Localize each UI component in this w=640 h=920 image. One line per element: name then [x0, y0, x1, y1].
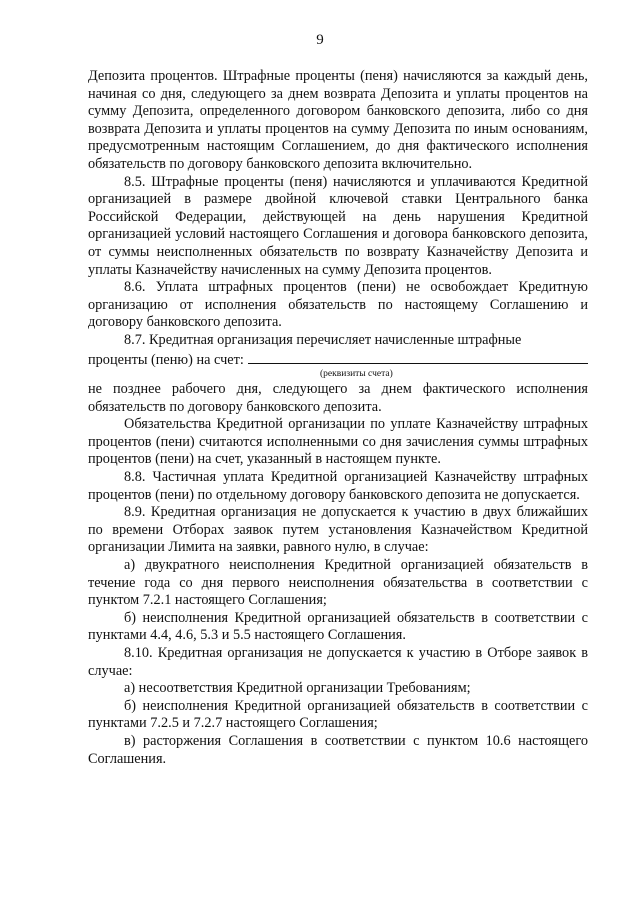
account-label: проценты (пеню) на счет:: [88, 351, 244, 368]
paragraph-continuation: Депозита процентов. Штрафные проценты (пеня) начисляются за каждый день, начиная со дня, следующего за днем возврата Депозита и уплаты процентов на сумму Депозита, определенного договором банковского депозита, либо со дня возврата Депозита и уплаты процентов на сумму Депозита по иным основаниям, предусмотренным настоящим Соглашением, до дня фактического исполнения обязательств по договору банковского депозита включительно.: [88, 68, 588, 172]
clause-8-10: 8.10. Кредитная организация не допускается к участию в Отборе заявок в случае:: [88, 645, 588, 679]
clause-8-5: 8.5. Штрафные проценты (пеня) начисляются и уплачиваются Кредитной организацией в размере двойной ключевой ставки Центрального банка Российской Федерации, действующей на день нарушения Кредитной организацией условий настоящего Соглашения и договора банковского депозита, от суммы неисполненных обязательств по возврату Казначейству Депозита и уплаты Казначейству начисленных на сумму Депозита процентов.: [88, 173, 588, 278]
clause-8-10-a: а) несоответствия Кредитной организации Требованиям;: [124, 680, 471, 697]
clause-8-10-b: б) неисполнения Кредитной организацией обязательств в соответствии с пунктами 7.2.5 и 7.2.7 настоящего Соглашения;: [88, 697, 588, 732]
clause-8-6: 8.6. Уплата штрафных процентов (пени) не освобождает Кредитную организацию от исполнения обязательств по настоящему Соглашению и договору банковского депозита.: [88, 279, 588, 331]
clause-8-10-v: в) расторжения Соглашения в соответствии с пунктом 10.6 настоящего Соглашения.: [88, 732, 588, 767]
account-line: [88, 350, 588, 370]
clause-8-9: 8.9. Кредитная организация не допускается к участию в двух ближайших по времени Отборах заявок путем установления Казначейством Кредитной организации Лимита на заявки, равного нулю, в случае:: [88, 504, 588, 556]
clause-8-9-a: а) двукратного неисполнения Кредитной организацией обязательств в течение года со дня первого неисполнения обязательства в соответствии с пунктом 7.2.1 настоящего Соглашения;: [88, 557, 588, 609]
account-caption: (реквизиты счета): [320, 369, 393, 380]
clause-8-8: 8.8. Частичная уплата Кредитной организацией Казначейству штрафных процентов (пени) по отдельному договору банковского депозита не допускается.: [88, 469, 588, 503]
page-number: 9: [316, 32, 324, 48]
clause-8-7: 8.7. Кредитная организация перечисляет начисленные штрафные: [124, 331, 522, 348]
document-body: [88, 68, 588, 768]
clause-8-9-b: б) неисполнения Кредитной организацией обязательств в соответствии с пунктами 4.4, 4.6, 5.3 и 5.5 настоящего Соглашения.: [88, 609, 588, 644]
clause-8-7-obligations: Обязательства Кредитной организации по уплате Казначейству штрафных процентов (пени) считаются исполненными со дня зачисления суммы штрафных процентов (пени) на счет, указанный в настоящем пункте.: [88, 416, 588, 468]
account-blank-field: [248, 350, 588, 364]
clause-8-7-continuation: не позднее рабочего дня, следующего за днем фактического исполнения обязательств по договору банковского депозита.: [88, 381, 588, 415]
